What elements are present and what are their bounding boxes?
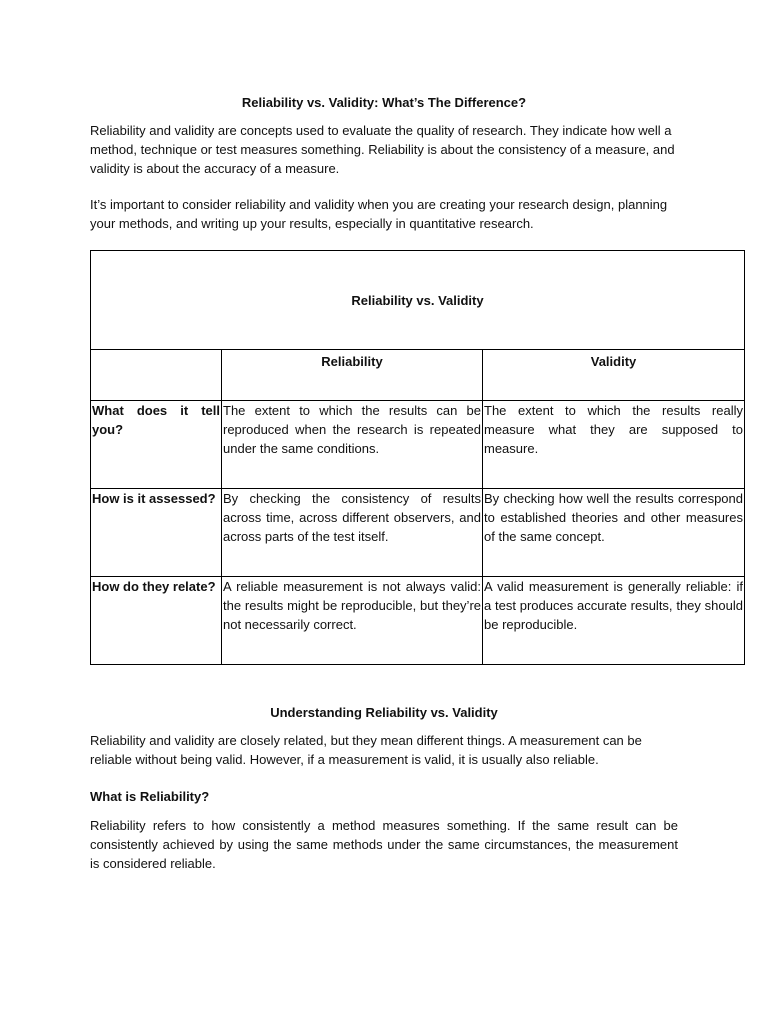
row-header: How do they relate?	[91, 577, 222, 665]
validity-cell: A valid measurement is generally reliable: if a test produces accurate results, they should be reproducible.	[483, 577, 745, 665]
validity-cell: The extent to which the results really measure what they are supposed to measure.	[483, 401, 745, 489]
table-title-row	[91, 251, 745, 350]
column-header-validity: Validity	[483, 350, 745, 401]
intro-paragraph-2: It’s important to consider reliability and validity when you are creating your research design, planning your methods, and writing up your results, especially in quantitative research.	[90, 197, 668, 231]
section-subheading: What is Reliability?	[90, 789, 210, 804]
section-subparagraph: Reliability refers to how consistently a method measures something. If the same result can be consistently achieved by using the same methods under the same circumstances, the measurement is considered reliable.	[90, 818, 678, 871]
comparison-table	[90, 250, 745, 665]
table-row	[91, 401, 745, 489]
table-title: Reliability vs. Validity	[91, 251, 745, 350]
reliability-cell: The extent to which the results can be reproduced when the research is repeated under the same conditions.	[222, 401, 483, 489]
section-paragraph: Reliability and validity are closely related, but they mean different things. A measurement can be reliable without being valid. However, if a measurement is valid, it is usually also reliable.	[90, 733, 642, 767]
section-heading: Understanding Reliability vs. Validity	[270, 705, 498, 720]
table-row	[91, 577, 745, 665]
table-corner-cell	[91, 350, 222, 401]
table-header-row	[91, 350, 745, 401]
row-header: How is it assessed?	[91, 489, 222, 577]
table-row	[91, 489, 745, 577]
reliability-cell: By checking the consistency of results across time, across different observers, and across parts of the test itself.	[222, 489, 483, 577]
column-header-reliability: Reliability	[222, 350, 483, 401]
intro-paragraph-1: Reliability and validity are concepts used to evaluate the quality of research. They indicate how well a method, technique or test measures something. Reliability is about the consistency of a measure, and validity is about the accuracy of a measure.	[90, 123, 675, 176]
reliability-cell: A reliable measurement is not always valid: the results might be reproducible, but they’re not necessarily correct.	[222, 577, 483, 665]
validity-cell: By checking how well the results correspond to established theories and other measures of the same concept.	[483, 489, 745, 577]
row-header: What does it tell you?	[91, 401, 222, 489]
document-title: Reliability vs. Validity: What’s The Difference?	[241, 95, 527, 110]
